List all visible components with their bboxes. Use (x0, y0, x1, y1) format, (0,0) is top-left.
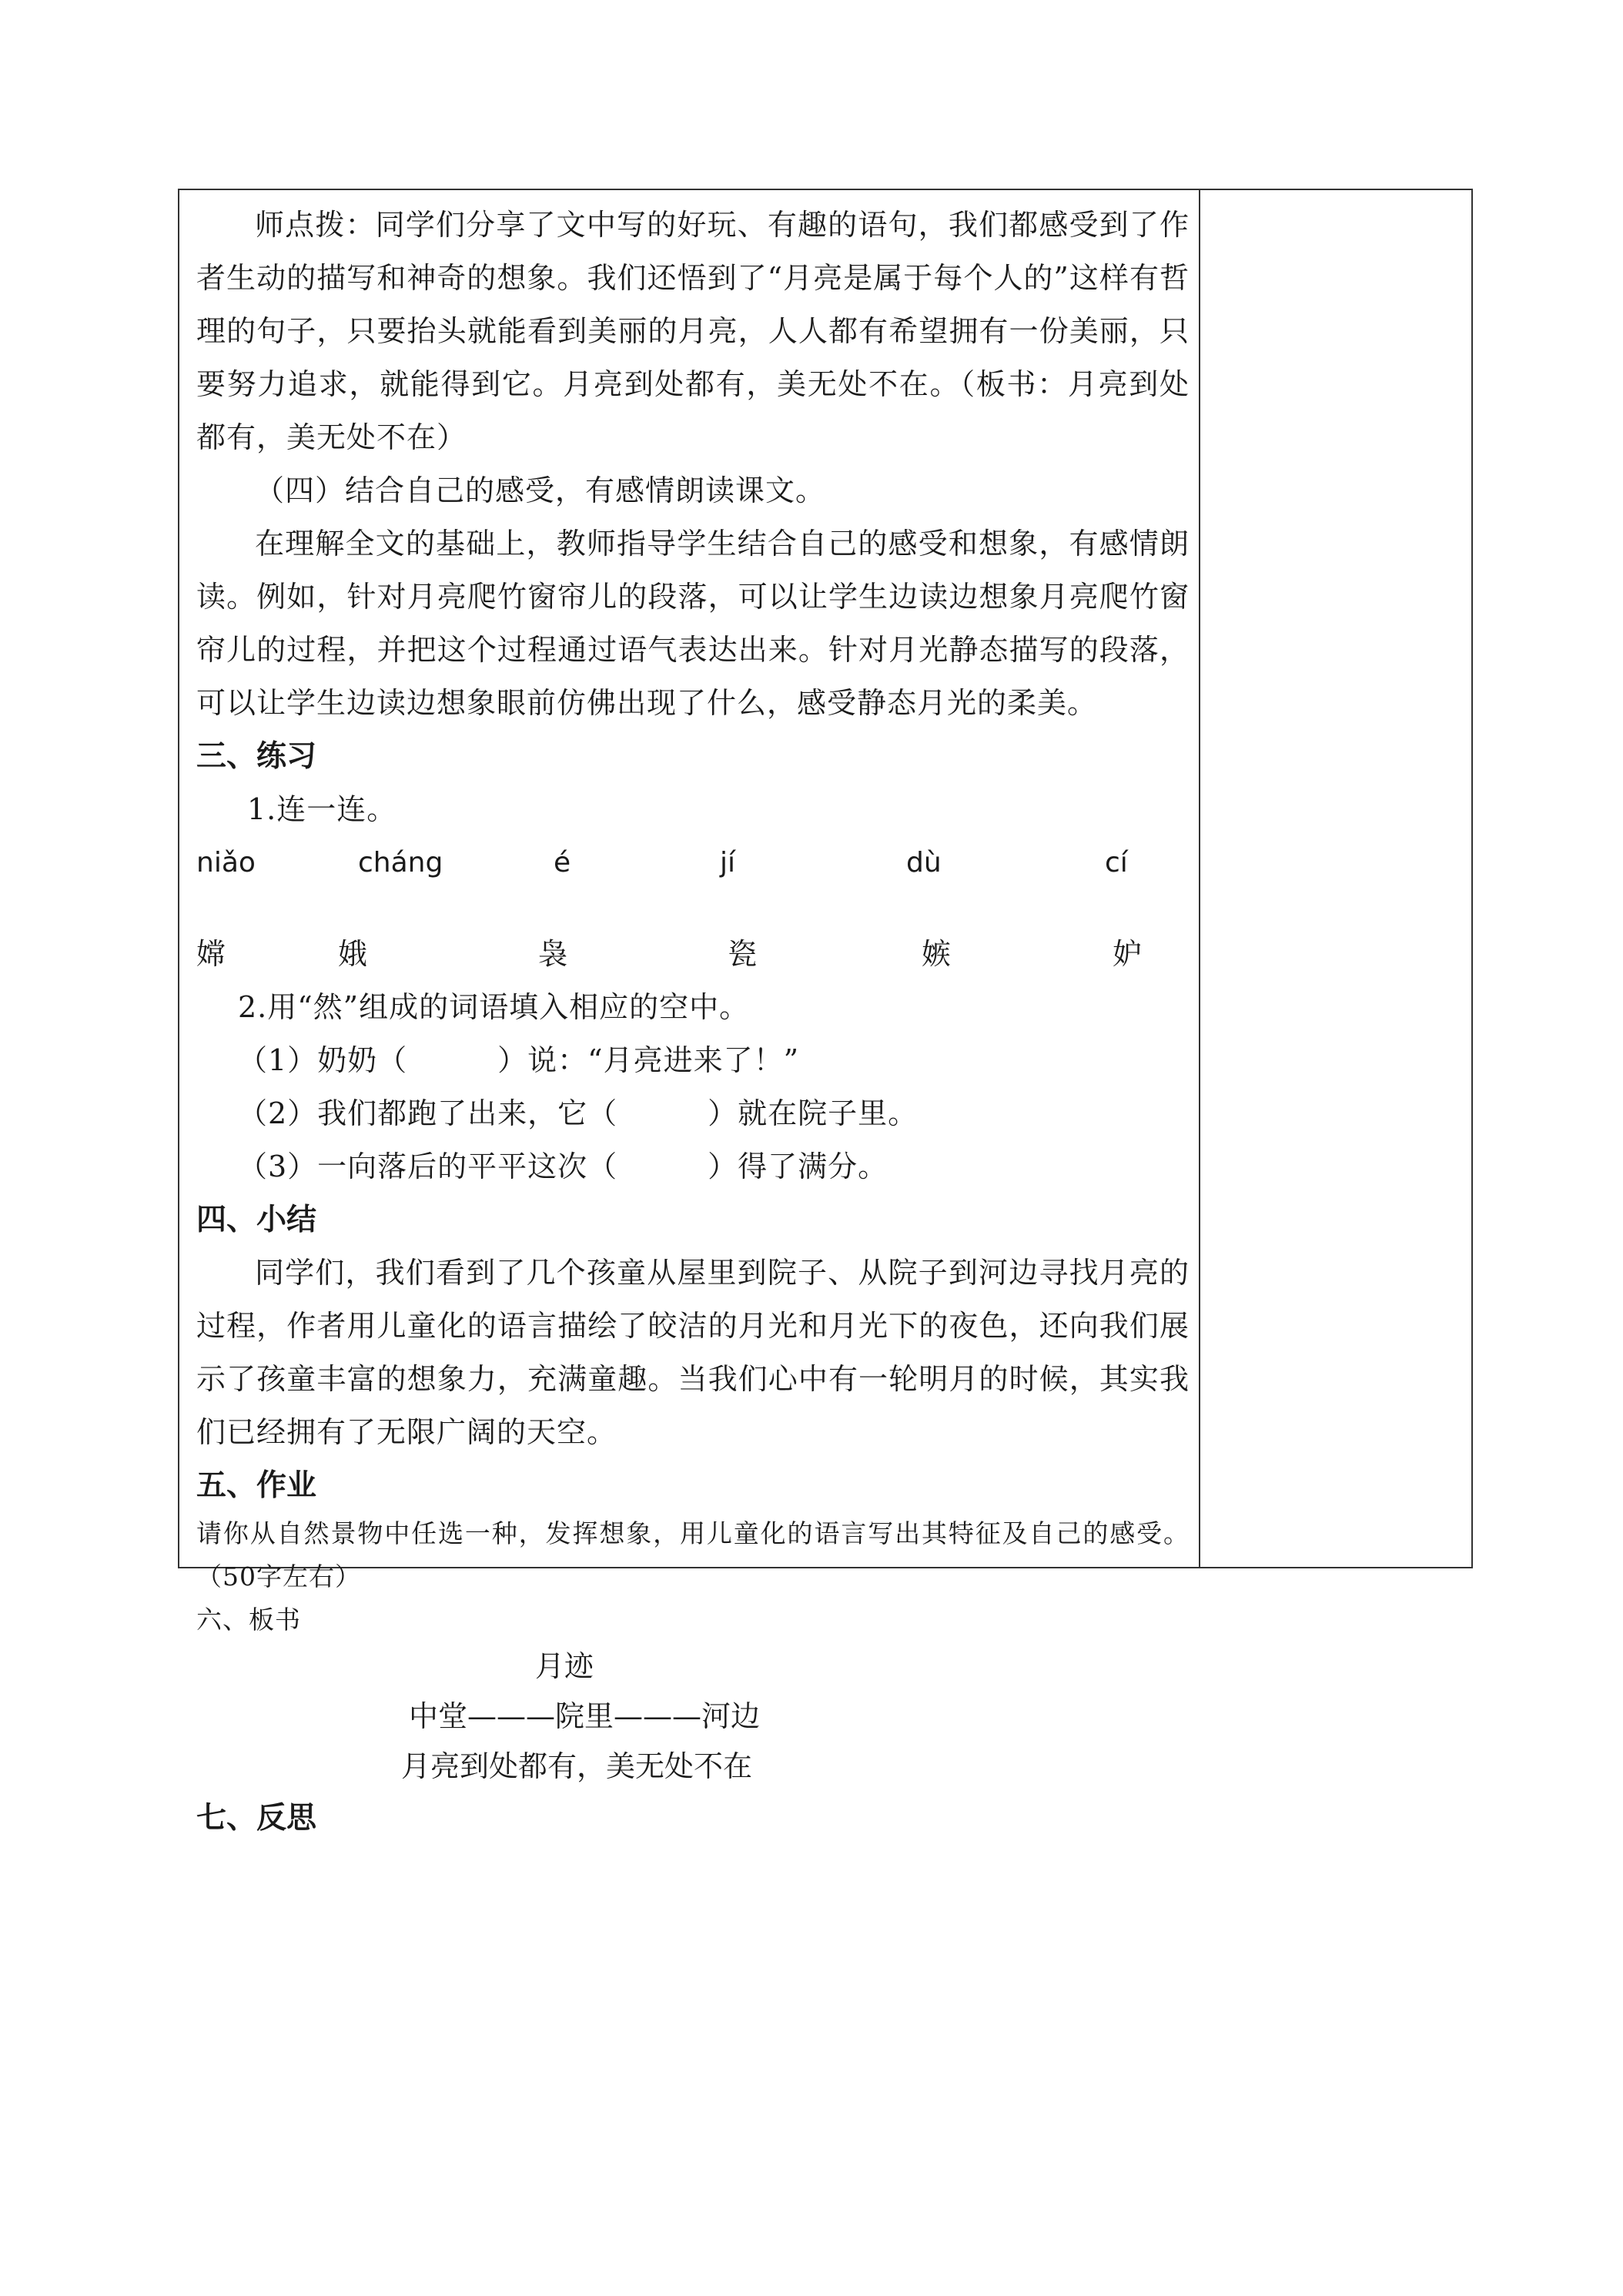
exercise-1-label: 1.连一连。 (247, 792, 397, 826)
reading-guidance-paragraph: 在理解全文的基础上，教师指导学生结合自己的感受和想象，有感情朗读。例如，针对月亮爬竹窗帘儿的段落，可以让学生边读边想象月亮爬竹窗帘儿的过程，并把这个过程通过语气表达出来。针对月光静态描写的段落，可以让学生边读边想象眼前仿佛出现了什么，感受静态月光的柔美。 (196, 527, 1190, 720)
pinyin-item: cí (1105, 847, 1128, 879)
exercise-2-label: 2.用“然”组成的词语填入相应的空中。 (238, 990, 750, 1024)
pinyin-item: dù (906, 847, 942, 879)
pinyin-item: jí (720, 847, 736, 879)
homework-paragraph: 请你从自然景物中任选一种，发挥想象，用儿童化的语言写出其特征及自己的感受。（50字左右） (196, 1518, 1190, 1591)
teacher-comment-paragraph: 师点拨：同学们分享了文中写的好玩、有趣的语句，我们都感受到了作者生动的描写和神奇的想象。我们还悟到了“月亮是属于每个人的”这样有哲理的句子，只要抬头就能看到美丽的月亮，人人都有希望拥有一份美丽，只要努力追求，就能得到它。月亮到处都有，美无处不在。（板书：月亮到处都有，美无处不在） (196, 208, 1190, 454)
character-item: 娥 (338, 937, 368, 971)
pinyin-item: é (554, 847, 571, 879)
section-homework-heading: 五、作业 (196, 1468, 317, 1503)
board-title-row (196, 1642, 1190, 1692)
pinyin-row (196, 836, 1190, 889)
board-line-1: 中堂———院里———河边 (409, 1699, 761, 1733)
character-item: 妒 (1113, 937, 1143, 971)
section-reflection-heading: 七、反思 (196, 1801, 317, 1836)
exercise-2-item: （3）一向落后的平平这次（ ）得了满分。 (238, 1150, 888, 1183)
character-item: 嫦 (196, 937, 226, 971)
summary-paragraph: 同学们，我们看到了几个孩童从屋里到院子、从院子到河边寻找月亮的过程，作者用儿童化的语言描绘了皎洁的月光和月光下的夜色，还向我们展示了孩童丰富的想象力，充满童趣。当我们心中有一轮明月的时候，其实我们已经拥有了无限广阔的天空。 (196, 1256, 1190, 1449)
section-summary-heading: 四、小结 (196, 1203, 317, 1237)
pinyin-item: niǎo (196, 847, 256, 879)
board-title: 月迹 (535, 1649, 594, 1683)
column-divider (1199, 189, 1200, 1568)
section-practice-heading: 三、练习 (196, 739, 317, 774)
character-item: 嫉 (922, 937, 952, 971)
character-item: 瓷 (728, 937, 758, 971)
board-line-2-row (196, 1742, 1190, 1792)
exercise-2-item: （1）奶奶（ ）说：“月亮进来了！” (238, 1043, 800, 1077)
board-line-2: 月亮到处都有，美无处不在 (401, 1749, 753, 1783)
character-item: 袅 (538, 937, 568, 971)
section-board-heading: 六、板书 (196, 1605, 301, 1635)
step-four-heading: （四）结合自己的感受，有感情朗读课文。 (255, 474, 826, 507)
pinyin-item: cháng (358, 847, 443, 879)
character-row (196, 928, 1190, 981)
exercise-2-item: （2）我们都跑了出来，它（ ）就在院子里。 (238, 1096, 919, 1130)
board-line-1-row (196, 1692, 1190, 1742)
content-cell (196, 199, 1190, 1845)
